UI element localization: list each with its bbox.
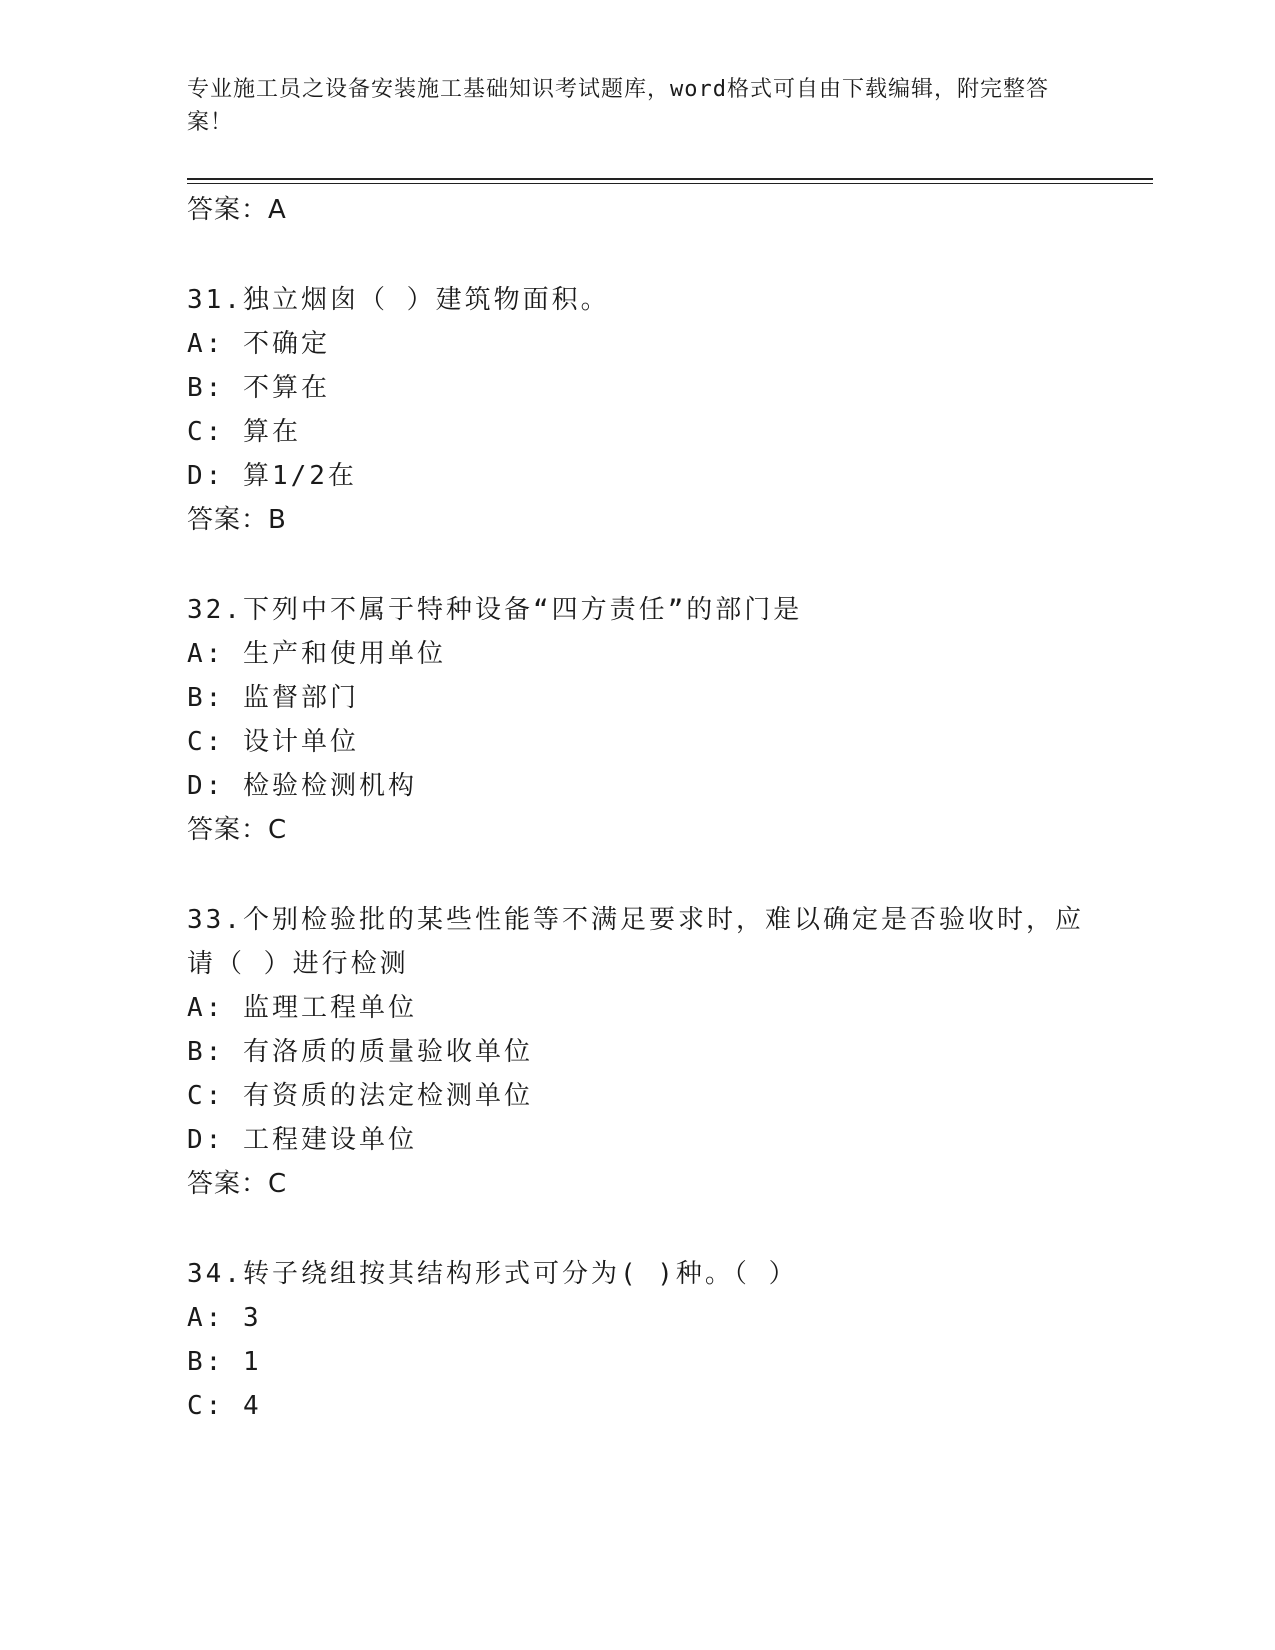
question-31-option-d: D: 算1/2在 xyxy=(187,461,357,491)
question-31-stem: 31.独立烟囱（ ）建筑物面积。 xyxy=(187,285,610,315)
question-34-option-c: C: 4 xyxy=(187,1391,262,1421)
question-34-stem: 34.转子绕组按其结构形式可分为( )种。（ ） xyxy=(187,1259,798,1289)
question-34-option-a: A: 3 xyxy=(187,1303,262,1333)
question-32-option-c: C: 设计单位 xyxy=(187,727,359,757)
question-32-answer: 答案：C xyxy=(187,815,288,845)
header-divider-thick xyxy=(187,178,1153,180)
question-31-option-c: C: 算在 xyxy=(187,417,301,447)
header-divider-thin xyxy=(187,183,1153,184)
question-31-option-b: B: 不算在 xyxy=(187,373,330,403)
question-33-option-d: D: 工程建设单位 xyxy=(187,1125,417,1155)
question-33-stem-line1: 33.个别检验批的某些性能等不满足要求时，难以确定是否验收时，应 xyxy=(187,905,1084,935)
question-33-option-b: B: 有洛质的质量验收单位 xyxy=(187,1037,533,1067)
document-header: 专业施工员之设备安装施工基础知识考试题库，word格式可自由下载编辑，附完整答案！ xyxy=(187,77,1049,135)
question-34-option-b: B: 1 xyxy=(187,1347,262,1377)
question-33-option-a: A: 监理工程单位 xyxy=(187,993,417,1023)
previous-answer: 答案：A xyxy=(187,195,287,225)
question-33-answer: 答案：C xyxy=(187,1169,288,1199)
question-31-option-a: A: 不确定 xyxy=(187,329,330,359)
question-33-option-c: C: 有资质的法定检测单位 xyxy=(187,1081,533,1111)
question-32-option-d: D: 检验检测机构 xyxy=(187,771,417,801)
question-33-stem-line2: 请（ ）进行检测 xyxy=(187,949,409,979)
question-32-option-b: B: 监督部门 xyxy=(187,683,359,713)
question-31-answer: 答案：B xyxy=(187,505,287,535)
question-32-stem: 32.下列中不属于特种设备“四方责任”的部门是 xyxy=(187,595,803,625)
question-32-option-a: A: 生产和使用单位 xyxy=(187,639,446,669)
